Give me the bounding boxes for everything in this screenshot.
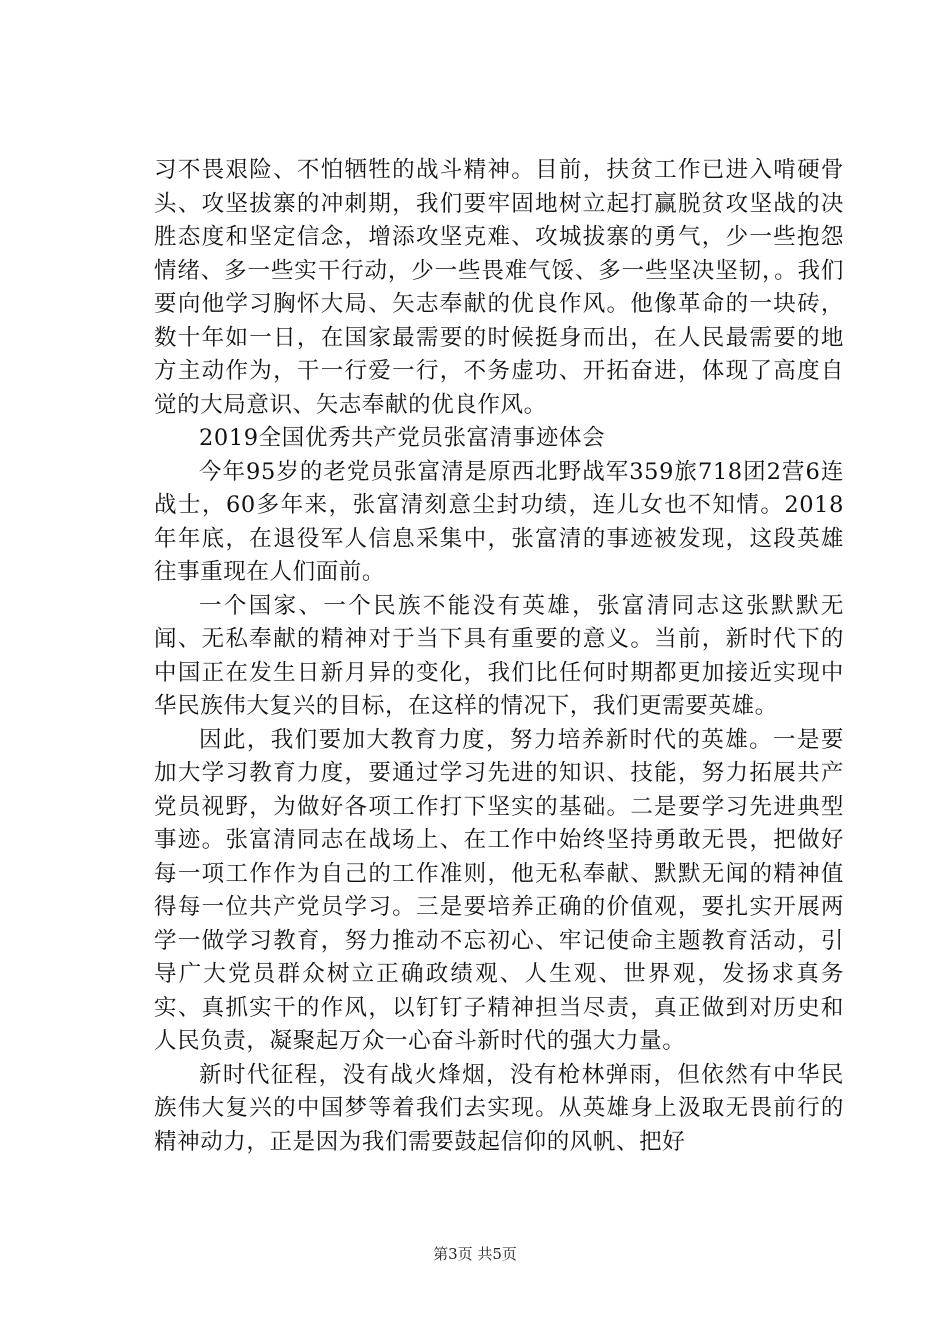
paragraph-education: 因此，我们要加大教育力度，努力培养新时代的英雄。一是要加大学习教育力度，要通过学习先进的知识、技能，努力拓展共产党员视野，为做好各项工作打下坚实的基础。二是要学习先进典型事迹。张富清同志在战场上、在工作中始终坚持勇敢无畏，把做好每一项工作作为自己的工作准则，他无私奉献、默默无闻的精神值得每一位共产党员学习。三是要培养正确的价值观，要扎实开展两学一做学习教育，努力推动不忘初心、牢记使命主题教育活动，引导广大党员群众树立正确政绩观、人生观、世界观，发扬求真务实、真抓实干的作风，以钉钉子精神担当尽责，真正做到对历史和人民负责，凝聚起万众一心奋斗新时代的强大力量。 [154, 726, 844, 1054]
paragraph-intro: 今年95岁的老党员张富清是原西北野战军359旅718团2营6连战士，60多年来，张富清刻意尘封功绩，连儿女也不知情。2018年年底，在退役军人信息采集中，张富清的事迹被发现，这段英雄往事重现在人们面前。 [154, 458, 844, 585]
paragraph-continued: 习不畏艰险、不怕牺牲的战斗精神。目前，扶贫工作已进入啃硬骨头、攻坚拔寨的冲刺期，我们要牢固地树立起打赢脱贫攻坚战的决胜态度和坚定信念，增添攻坚克难、攻城拔寨的勇气，少一些抱怨情绪、多一些实干行动，少一些畏难气馁、多一些坚决坚韧，。我们要向他学习胸怀大局、矢志奉献的优良作风。他像革命的一块砖，数十年如一日，在国家最需要的时候挺身而出，在人民最需要的地方主动作为，干一行爱一行，不务虚功、开拓奋进，体现了高度自觉的大局意识、矢志奉献的优良作风。 [154, 157, 844, 418]
section-heading: 2019全国优秀共产党员张富清事迹体会 [199, 425, 606, 451]
document-body [154, 154, 844, 1159]
paragraph-new-era: 新时代征程，没有战火烽烟，没有枪林弹雨，但依然有中华民族伟大复兴的中国梦等着我们去实现。从英雄身上汲取无畏前行的精神动力，正是因为我们需要鼓起信仰的风帆、把好 [154, 1061, 844, 1155]
page-number: 第3页 共5页 [433, 1245, 517, 1263]
paragraph-heroes: 一个国家、一个民族不能没有英雄，张富清同志这张默默无闻、无私奉献的精神对于当下具有重要的意义。当前，新时代下的中国正在发生日新月异的变化，我们比任何时期都更加接近实现中华民族伟大复兴的目标，在这样的情况下，我们更需要英雄。 [154, 592, 844, 719]
